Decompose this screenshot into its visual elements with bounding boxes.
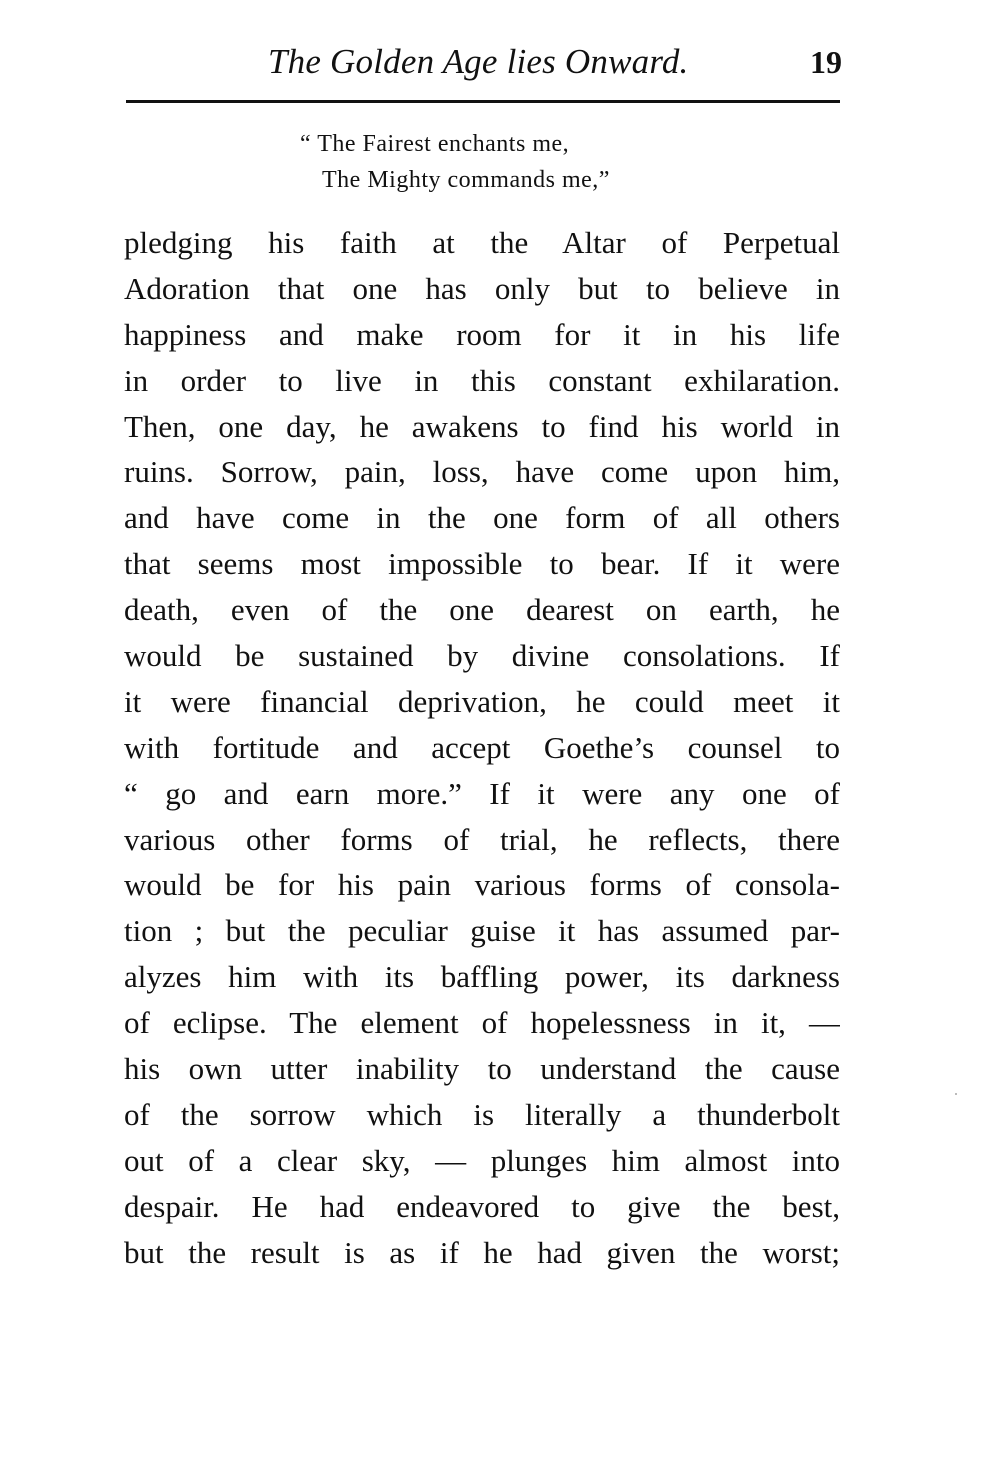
running-head [124, 40, 844, 90]
text-line: pledging his faith at the Altar of Perpetual [124, 225, 840, 260]
text-line: of eclipse. The element of hopelessness in it, — [124, 1005, 840, 1041]
header-rule [126, 100, 840, 103]
text-line: his own utter inability to understand the cause [124, 1051, 840, 1087]
text-line: Adoration that one has only but to believe in [124, 270, 840, 306]
scan-speck [955, 1093, 957, 1095]
text-line: of the sorrow which is literally a thunderbolt [124, 1096, 840, 1132]
text-line: Then, one day, he awakens to find his world in [124, 408, 840, 444]
text-line: would be sustained by divine consolations. If [124, 638, 840, 674]
text-line: “ go and earn more.” If it were any one of [124, 775, 840, 811]
text-line: death, even of the one dearest on earth, he [124, 592, 840, 628]
epigraph-line: “ The Fairest enchants me, [300, 131, 570, 157]
text-line: out of a clear sky, — plunges him almost into [124, 1142, 840, 1178]
text-line: ruins. Sorrow, pain, loss, have come upon him, [124, 454, 840, 490]
text-line: alyzes him with its baffling power, its darkness [124, 959, 840, 995]
running-title: The Golden Age lies Onward. [268, 42, 689, 81]
text-line: it were financial deprivation, he could meet it [124, 683, 840, 719]
text-line: but the result is as if he had given the worst; [124, 1234, 840, 1270]
text-line: various other forms of trial, he reflects, there [124, 821, 840, 857]
page-number: 19 [810, 44, 842, 80]
epigraph [300, 126, 610, 198]
text-line: happiness and make room for it in his life [124, 316, 840, 352]
text-line: with fortitude and accept Goethe’s counsel to [124, 729, 840, 765]
epigraph-line: The Mighty commands me,” [322, 167, 610, 193]
text-line: would be for his pain various forms of consola- [124, 867, 840, 903]
text-line: that seems most impossible to bear. If it were [124, 546, 840, 582]
text-line: despair. He had endeavored to give the best, [124, 1188, 840, 1224]
text-line: in order to live in this constant exhilaration. [124, 362, 840, 398]
body-text [124, 220, 840, 1275]
text-line: and have come in the one form of all others [124, 500, 840, 536]
text-line: tion ; but the peculiar guise it has assumed par- [124, 913, 840, 949]
